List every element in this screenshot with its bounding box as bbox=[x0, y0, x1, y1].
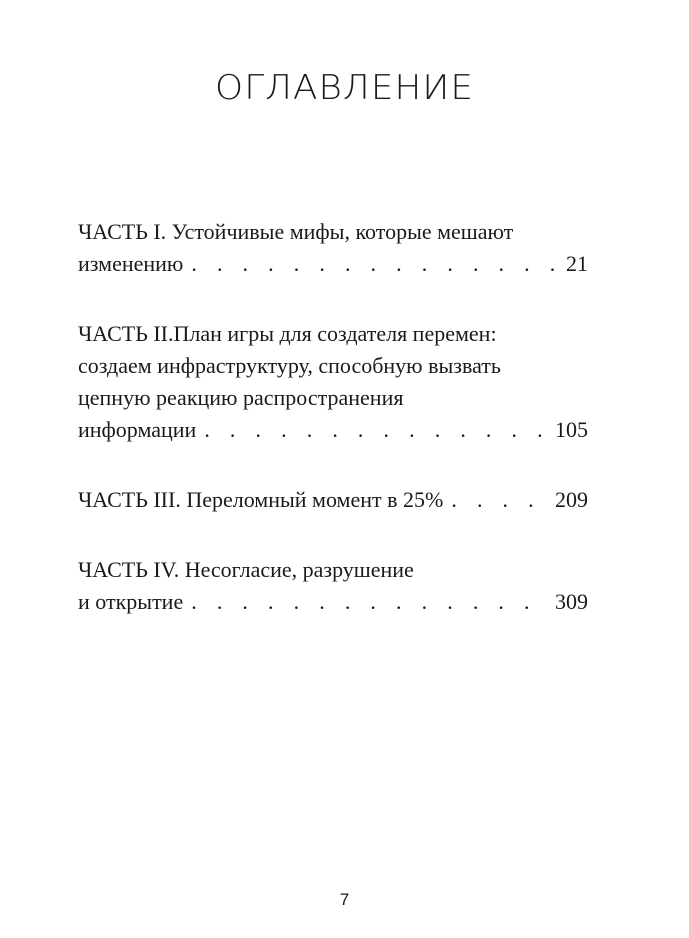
toc-entry-text: ЧАСТЬ III. Переломный момент в 25% bbox=[78, 487, 444, 512]
toc-entry-text: цепную реакцию распространения bbox=[78, 385, 404, 410]
toc-list bbox=[78, 216, 588, 656]
toc-page-number: 209 bbox=[555, 487, 588, 512]
toc-entry-text: ЧАСТЬ IV. Несогласие, разрушение bbox=[78, 557, 414, 582]
toc-entry-part-3[interactable] bbox=[78, 484, 588, 516]
toc-entry-text: создаем инфраструктуру, способную вызвать bbox=[78, 353, 501, 378]
page-number: 7 bbox=[339, 890, 350, 909]
toc-entry-part-2[interactable] bbox=[78, 318, 588, 446]
toc-entry-text: ЧАСТЬ II.План игры для создателя перемен: bbox=[78, 321, 497, 346]
toc-entry-last-line bbox=[78, 248, 588, 280]
toc-entry-text: и открытие bbox=[78, 589, 184, 614]
dot-leader bbox=[183, 248, 562, 280]
page-title: ОГЛАВЛЕНИЕ bbox=[215, 68, 474, 108]
toc-page-number: 105 bbox=[555, 417, 588, 442]
toc-entry-text: ЧАСТЬ I. Устойчивые мифы, которые мешают bbox=[78, 219, 514, 244]
toc-entry-part-4[interactable] bbox=[78, 554, 588, 618]
toc-entry-text: изменению bbox=[78, 251, 184, 276]
toc-page-number: 21 bbox=[566, 251, 588, 276]
dot-leader bbox=[183, 586, 551, 618]
toc-entry-text: информации bbox=[78, 417, 197, 442]
toc-entry-last-line bbox=[78, 414, 588, 446]
toc-entry-part-1[interactable] bbox=[78, 216, 588, 280]
toc-entry-last-line bbox=[78, 484, 588, 516]
toc-page-number: 309 bbox=[555, 589, 588, 614]
dot-leader bbox=[196, 414, 551, 446]
toc-entry-last-line bbox=[78, 586, 588, 618]
dot-leader bbox=[443, 484, 551, 516]
